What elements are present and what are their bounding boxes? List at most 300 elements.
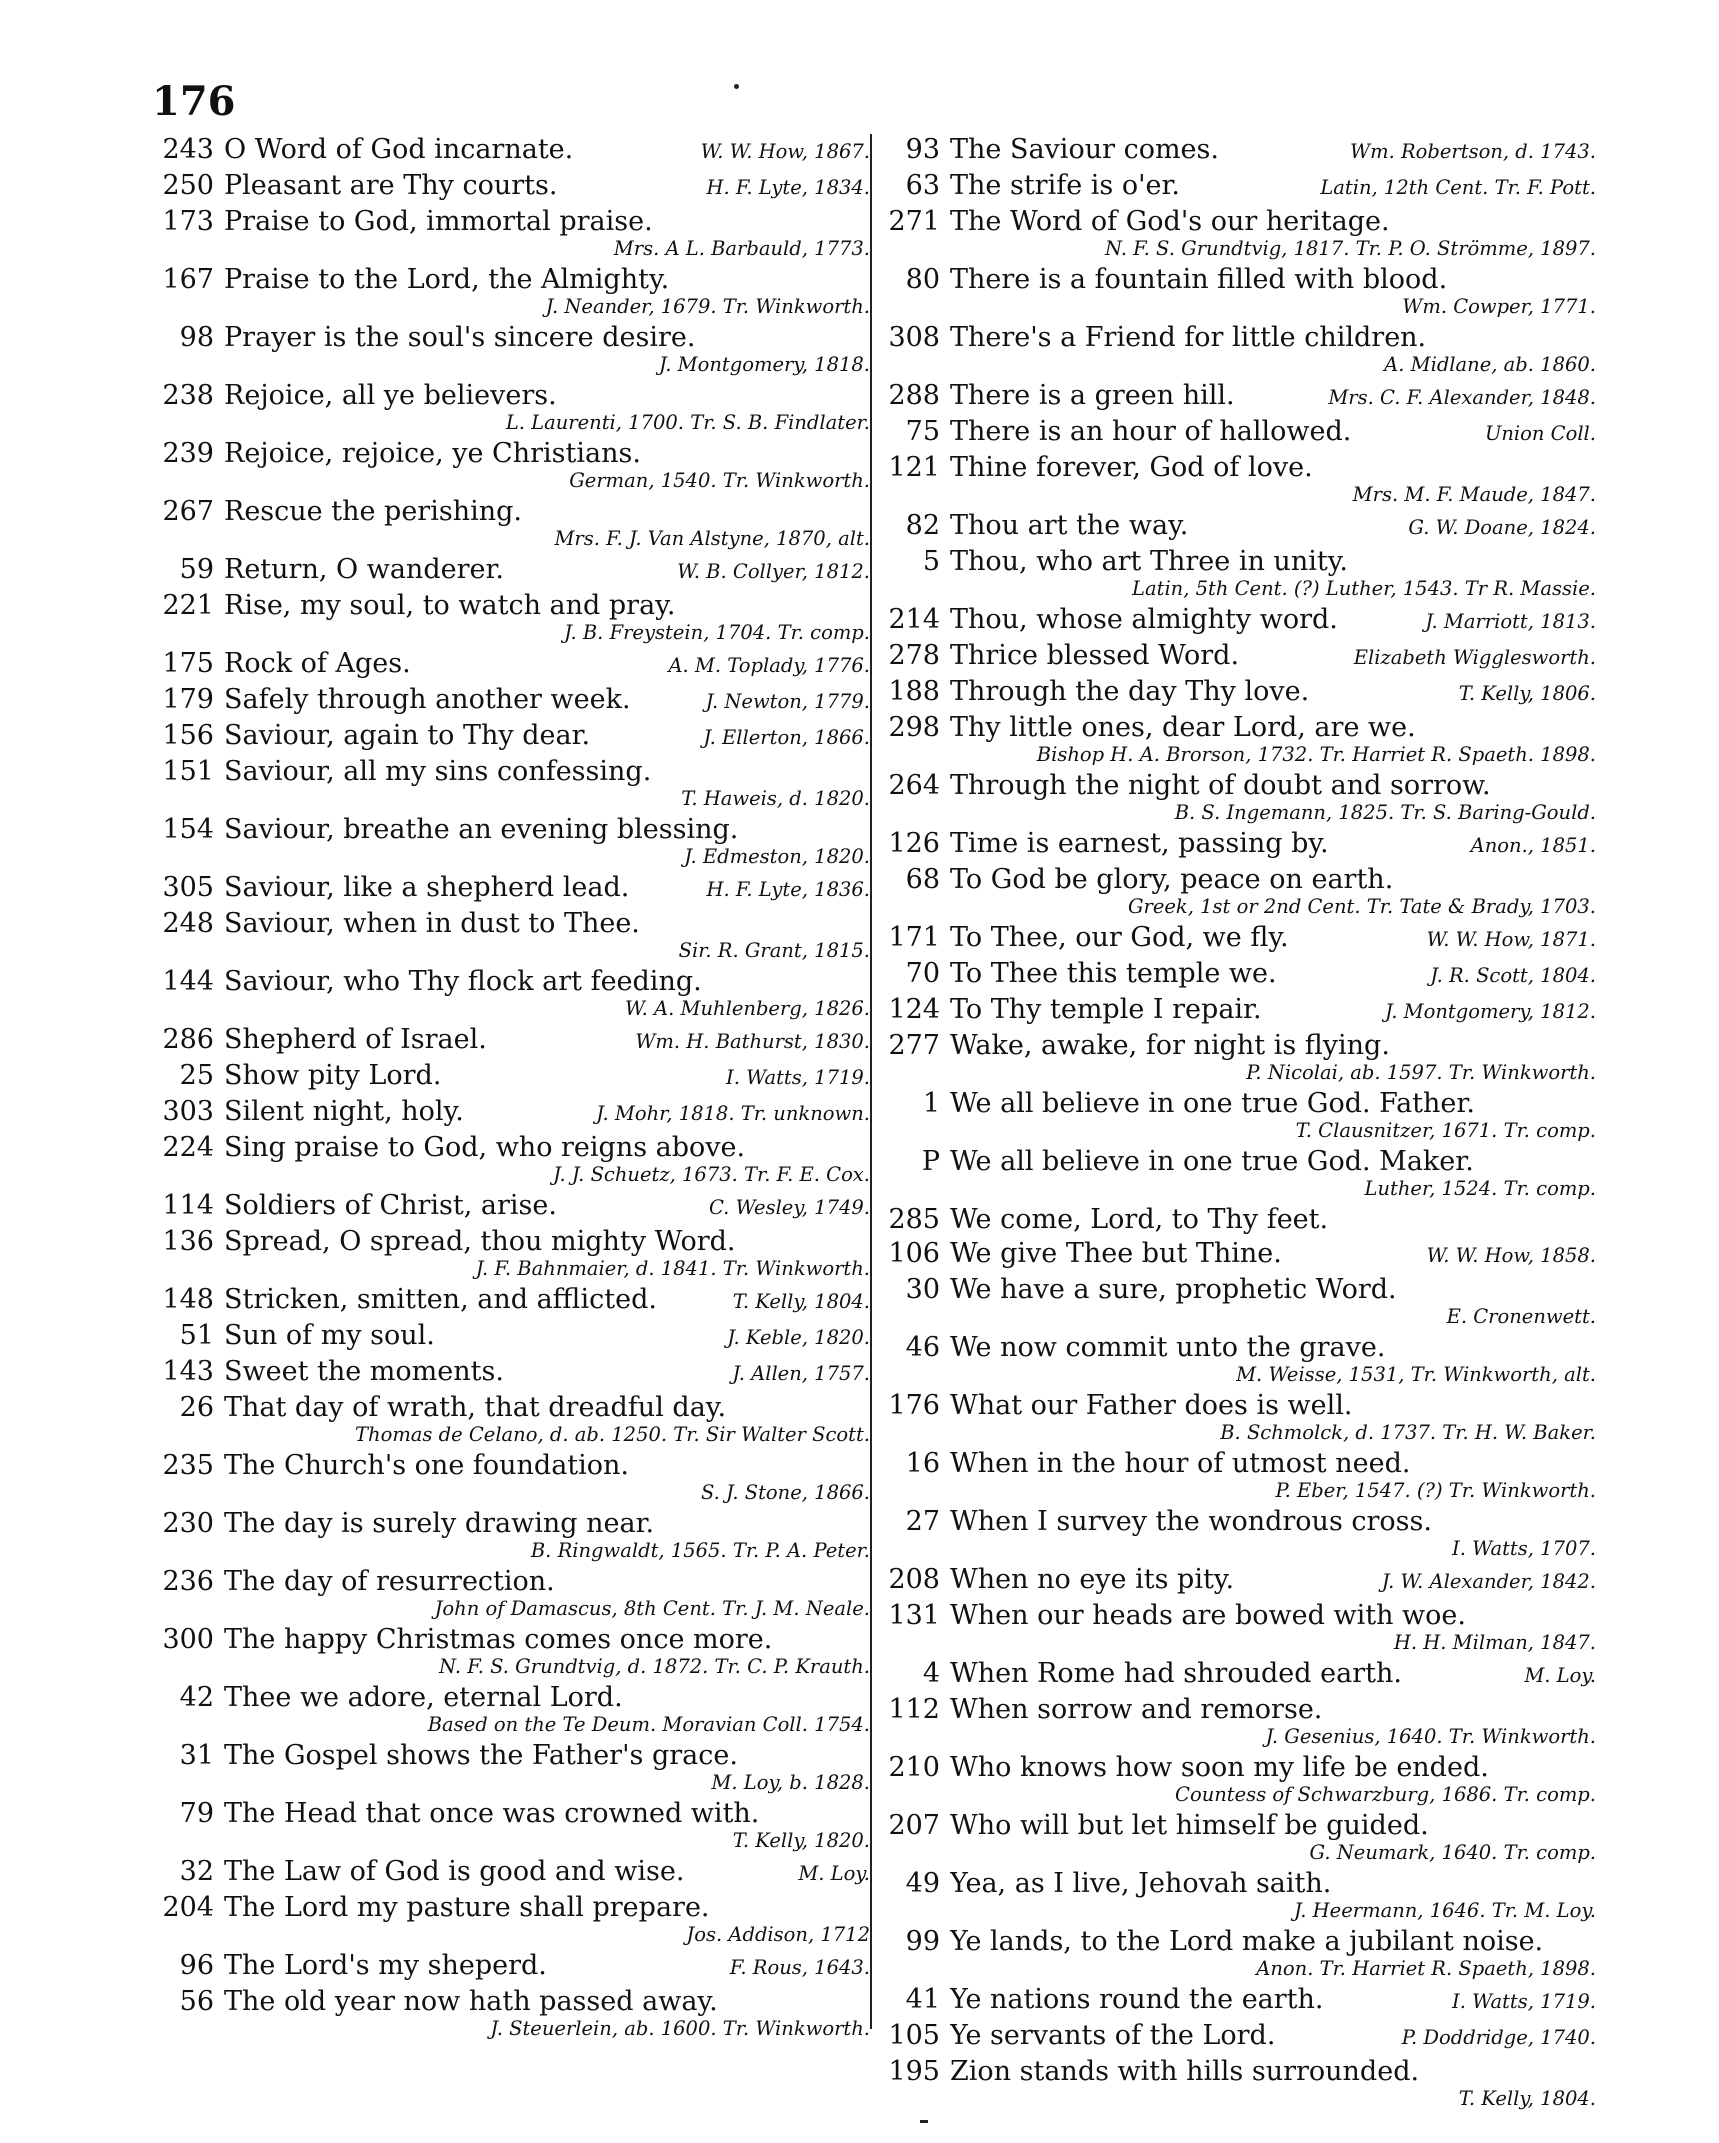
hymn-number: 204	[162, 1892, 214, 1923]
hymn-line	[876, 1810, 1596, 1841]
hymn-number: 236	[162, 1566, 214, 1597]
hymn-first-line: When sorrow and remorse.	[950, 1694, 1323, 1725]
hymn-entry	[876, 1030, 1596, 1088]
hymn-entry	[150, 1392, 870, 1450]
hymn-first-line: Rejoice, rejoice, ye Christians.	[224, 438, 641, 469]
hymn-number: 26	[179, 1392, 214, 1423]
hymn-line	[150, 1190, 870, 1223]
hymn-author: Latin, 12th Cent. Tr. F. Pott.	[1320, 176, 1596, 199]
hymn-entry	[876, 1274, 1596, 1332]
hymn-author: M. Weisse, 1531, Tr. Winkworth, alt.	[1236, 1363, 1596, 1386]
hymn-number: 195	[888, 2056, 940, 2087]
hymn-number: P	[921, 1146, 940, 1177]
hymn-entry	[150, 1856, 870, 1892]
hymn-entry	[150, 814, 870, 872]
hymn-author: Anon. Tr. Harriet R. Spaeth, 1898.	[1256, 1957, 1596, 1980]
hymn-entry	[876, 322, 1596, 380]
hymn-line	[876, 416, 1596, 449]
hymn-first-line: There is a fountain filled with blood.	[950, 264, 1448, 295]
hymn-first-line: Saviour, all my sins confessing.	[224, 756, 652, 787]
hymn-line	[876, 1506, 1596, 1537]
hymn-first-line: Ye nations round the earth.	[950, 1984, 1324, 2015]
hymn-author: Anon., 1851.	[1470, 834, 1596, 857]
hymn-entry	[150, 264, 870, 322]
hymn-entry	[876, 380, 1596, 416]
hymn-number: 131	[888, 1600, 940, 1631]
hymn-number: 96	[179, 1950, 214, 1981]
hymn-first-line: Through the day Thy love.	[950, 676, 1310, 707]
hymn-author: J. Neander, 1679. Tr. Winkworth.	[545, 295, 870, 318]
hymn-first-line: Spread, O spread, thou mighty Word.	[224, 1226, 736, 1257]
hymn-author: J. J. Schuetz, 1673. Tr. F. E. Cox.	[553, 1163, 870, 1186]
hymn-entry	[876, 828, 1596, 864]
hymn-first-line: Thee we adore, eternal Lord.	[224, 1682, 623, 1713]
hymn-line	[876, 452, 1596, 483]
hymn-first-line: That day of wrath, that dreadful day.	[224, 1392, 727, 1423]
hymn-line	[150, 872, 870, 905]
hymn-line	[150, 1132, 870, 1163]
hymn-author: P. Nicolai, ab. 1597. Tr. Winkworth.	[1246, 1061, 1596, 1084]
hymn-first-line: Stricken, smitten, and afflicted.	[224, 1284, 657, 1315]
hymn-number: 235	[162, 1450, 214, 1481]
hymn-author: G. W. Doane, 1824.	[1408, 516, 1596, 539]
hymn-entry	[150, 322, 870, 380]
hymn-author: J. Edmeston, 1820.	[684, 845, 870, 868]
hymn-line	[876, 264, 1596, 295]
hymn-author: L. Laurenti, 1700. Tr. S. B. Findlater.	[505, 411, 870, 434]
hymn-author: B. S. Ingemann, 1825. Tr. S. Baring-Gould.	[1174, 801, 1596, 824]
hymn-number: 148	[162, 1284, 214, 1315]
hymn-first-line: Zion stands with hills surrounded.	[950, 2056, 1420, 2087]
hymn-first-line: Thou, whose almighty word.	[950, 604, 1338, 635]
hymn-first-line: To Thee this temple we.	[950, 958, 1277, 989]
hymn-line	[150, 1950, 870, 1983]
hymn-first-line: Rock of Ages.	[224, 648, 411, 679]
hymn-line	[876, 1332, 1596, 1363]
hymn-line	[150, 1624, 870, 1655]
hymn-line	[876, 322, 1596, 353]
hymn-first-line: To God be glory, peace on earth.	[950, 864, 1394, 895]
hymn-first-line: When our heads are bowed with woe.	[950, 1600, 1466, 1631]
hymn-number: 31	[179, 1740, 214, 1771]
hymn-first-line: Ye servants of the Lord.	[950, 2020, 1276, 2051]
hymn-entry	[150, 908, 870, 966]
hymn-number: 278	[888, 640, 940, 671]
hymn-first-line: Soldiers of Christ, arise.	[224, 1190, 557, 1221]
left-index-column	[150, 134, 870, 2124]
hymn-author: B. Schmolck, d. 1737. Tr. H. W. Baker.	[1220, 1421, 1596, 1444]
hymn-line	[876, 1146, 1596, 1177]
hymn-number: 80	[905, 264, 940, 295]
hymn-first-line: We come, Lord, to Thy feet.	[950, 1204, 1329, 1235]
hymn-number: 136	[162, 1226, 214, 1257]
hymn-number: 264	[888, 770, 940, 801]
hymn-line	[876, 922, 1596, 955]
hymn-entry	[150, 1682, 870, 1740]
hymn-author: J. W. Alexander, 1842.	[1381, 1570, 1596, 1593]
hymn-number: 151	[162, 756, 214, 787]
hymn-entry	[150, 496, 870, 554]
hymn-first-line: The happy Christmas comes once more.	[224, 1624, 773, 1655]
hymn-first-line: When I survey the wondrous cross.	[950, 1506, 1432, 1537]
hymn-author: H. F. Lyte, 1834.	[706, 176, 870, 199]
hymn-number: 239	[162, 438, 214, 469]
hymn-entry	[876, 770, 1596, 828]
hymn-line	[876, 640, 1596, 673]
hymn-entry	[150, 206, 870, 264]
hymn-entry	[150, 1190, 870, 1226]
hymn-author: I. Watts, 1707.	[1452, 1537, 1596, 1560]
hymn-first-line: Thrice blessed Word.	[950, 640, 1240, 671]
hymn-author: A. M. Toplady, 1776.	[668, 654, 870, 677]
hymn-author: F. Rous, 1643.	[729, 1956, 870, 1979]
hymn-author: Wm. H. Bathurst, 1830.	[635, 1030, 870, 1053]
hymn-first-line: The Word of God's our heritage.	[950, 206, 1390, 237]
hymn-author: J. Montgomery, 1818.	[658, 353, 870, 376]
hymn-first-line: The Law of God is good and wise.	[224, 1856, 685, 1887]
hymn-number: 25	[179, 1060, 214, 1091]
hymn-first-line: Saviour, like a shepherd lead.	[224, 872, 630, 903]
hymn-first-line: Saviour, who Thy flock art feeding.	[224, 966, 702, 997]
hymn-entry	[876, 1694, 1596, 1752]
hymn-entry	[150, 170, 870, 206]
hymn-number: 143	[162, 1356, 214, 1387]
hymn-line	[876, 380, 1596, 413]
hymn-author: Latin, 5th Cent. (?) Luther, 1543. Tr R. Massie.	[1132, 577, 1596, 600]
hymn-line	[150, 1392, 870, 1423]
hymn-number: 171	[888, 922, 940, 953]
hymn-entry	[150, 590, 870, 648]
hymn-first-line: The day is surely drawing near.	[224, 1508, 655, 1539]
hymn-number: 93	[905, 134, 940, 165]
hymn-line	[150, 1740, 870, 1771]
hymn-first-line: To Thy temple I repair.	[950, 994, 1262, 1025]
hymn-line	[150, 1024, 870, 1057]
hymn-entry	[150, 134, 870, 170]
hymn-author: T. Clausnitzer, 1671. Tr. comp.	[1295, 1119, 1596, 1142]
hymn-number: 173	[162, 206, 214, 237]
hymn-entry	[150, 720, 870, 756]
hymn-number: 121	[888, 452, 940, 483]
hymn-line	[876, 1030, 1596, 1061]
hymn-number: 56	[179, 1986, 214, 2017]
hymn-entry	[876, 1506, 1596, 1564]
hymn-line	[150, 322, 870, 353]
hymn-author: Elizabeth Wigglesworth.	[1353, 646, 1596, 669]
hymn-number: 126	[888, 828, 940, 859]
hymn-line	[150, 1986, 870, 2017]
hymn-author: W. W. How, 1867.	[700, 140, 870, 163]
hymn-first-line: Sun of my soul.	[224, 1320, 435, 1351]
hymn-number: 41	[905, 1984, 940, 2015]
hymn-entry	[876, 1390, 1596, 1448]
hymn-author: P. Eber, 1547. (?) Tr. Winkworth.	[1275, 1479, 1596, 1502]
hymn-number: 286	[162, 1024, 214, 1055]
hymn-entry	[876, 1088, 1596, 1146]
hymn-entry	[150, 1024, 870, 1060]
hymn-first-line: Through the night of doubt and sorrow.	[950, 770, 1491, 801]
hymn-number: 224	[162, 1132, 214, 1163]
hymn-author: I. Watts, 1719.	[726, 1066, 870, 1089]
hymn-line	[150, 1856, 870, 1889]
hymn-first-line: Thou, who art Three in unity.	[950, 546, 1348, 577]
hymn-line	[876, 604, 1596, 637]
hymn-number: 46	[905, 1332, 940, 1363]
hymn-author: M. Loy.	[798, 1862, 870, 1885]
hymn-author: Luther, 1524. Tr. comp.	[1364, 1177, 1596, 1200]
hymn-first-line: The Lord's my sheperd.	[224, 1950, 547, 1981]
hymn-number: 207	[888, 1810, 940, 1841]
hymn-number: 16	[905, 1448, 940, 1479]
hymn-author: J. R. Scott, 1804.	[1430, 964, 1596, 987]
hymn-author: Mrs. F. J. Van Alstyne, 1870, alt.	[554, 527, 870, 550]
hymn-number: 49	[905, 1868, 940, 1899]
hymn-number: 248	[162, 908, 214, 939]
hymn-author: Mrs. A L. Barbauld, 1773.	[613, 237, 870, 260]
hymn-first-line: O Word of God incarnate.	[224, 134, 574, 165]
hymn-number: 75	[905, 416, 940, 447]
hymn-first-line: Saviour, again to Thy dear.	[224, 720, 591, 751]
hymn-first-line: The Church's one foundation.	[224, 1450, 629, 1481]
column-divider	[870, 134, 872, 2029]
hymn-number: 1	[922, 1088, 940, 1119]
hymn-author: Based on the Te Deum. Moravian Coll. 1754.	[427, 1713, 870, 1736]
hymn-entry	[150, 1450, 870, 1508]
right-index-column	[876, 134, 1596, 2124]
hymn-line	[876, 1448, 1596, 1479]
hymn-line	[876, 712, 1596, 743]
hymn-number: 308	[888, 322, 940, 353]
hymn-entry	[876, 2056, 1596, 2114]
hymn-entry	[876, 1564, 1596, 1600]
hymn-first-line: Yea, as I live, Jehovah saith.	[950, 1868, 1332, 1899]
hymn-author: Sir. R. Grant, 1815.	[678, 939, 870, 962]
hymn-line	[876, 676, 1596, 709]
hymn-number: 243	[162, 134, 214, 165]
hymn-entry	[150, 1096, 870, 1132]
hymn-entry	[876, 864, 1596, 922]
hymn-first-line: To Thee, our God, we fly.	[950, 922, 1289, 953]
hymn-number: 63	[905, 170, 940, 201]
hymn-first-line: Who will but let himself be guided.	[950, 1810, 1429, 1841]
hymn-entry	[150, 1798, 870, 1856]
hymn-line	[150, 1508, 870, 1539]
hymn-number: 305	[162, 872, 214, 903]
hymn-first-line: We have a sure, prophetic Word.	[950, 1274, 1397, 1305]
hymn-first-line: The Head that once was crowned with.	[224, 1798, 760, 1829]
hymn-line	[150, 264, 870, 295]
hymn-entry	[876, 1600, 1596, 1658]
hymn-author: T. Kelly, 1804.	[1458, 2087, 1596, 2110]
hymn-author: Union Coll.	[1484, 422, 1596, 445]
hymn-number: 179	[162, 684, 214, 715]
hymn-entry	[150, 1508, 870, 1566]
hymn-entry	[150, 966, 870, 1024]
hymn-first-line: There's a Friend for little children.	[950, 322, 1427, 353]
hymn-author: W. B. Collyer, 1812.	[677, 560, 870, 583]
hymn-author: W. A. Muhlenberg, 1826.	[625, 997, 870, 1020]
hymn-first-line: The Gospel shows the Father's grace.	[224, 1740, 738, 1771]
hymn-number: 210	[888, 1752, 940, 1783]
hymn-entry	[876, 1146, 1596, 1204]
hymn-entry	[150, 1986, 870, 2044]
hymn-line	[876, 994, 1596, 1027]
hymn-author: N. F. S. Grundtvig, d. 1872. Tr. C. P. Krauth.	[439, 1655, 870, 1678]
hymn-line	[150, 756, 870, 787]
hymn-entry	[876, 958, 1596, 994]
hymn-first-line: The strife is o'er.	[950, 170, 1181, 201]
hymn-author: S. J. Stone, 1866.	[700, 1481, 870, 1504]
hymn-entry	[876, 640, 1596, 676]
hymn-first-line: What our Father does is well.	[950, 1390, 1353, 1421]
hymn-author: I. Watts, 1719.	[1452, 1990, 1596, 2013]
hymn-first-line: Time is earnest, passing by.	[950, 828, 1329, 859]
hymn-entry	[876, 1984, 1596, 2020]
hymn-first-line: Return, O wanderer.	[224, 554, 504, 585]
hymn-first-line: Praise to the Lord, the Almighty.	[224, 264, 670, 295]
hymn-number: 277	[888, 1030, 940, 1061]
hymn-entry	[876, 170, 1596, 206]
hymn-entry	[150, 1950, 870, 1986]
hymn-first-line: Ye lands, to the Lord make a jubilant noise.	[950, 1926, 1544, 1957]
hymn-author: J. Keble, 1820.	[727, 1326, 870, 1349]
hymn-number: 42	[179, 1682, 214, 1713]
hymn-author: W. W. How, 1871.	[1426, 928, 1596, 951]
hymn-line	[150, 554, 870, 587]
hymn-line	[150, 1798, 870, 1829]
hymn-line	[876, 770, 1596, 801]
hymn-entry	[876, 1868, 1596, 1926]
hymn-author: E. Cronenwett.	[1446, 1305, 1596, 1328]
hymn-line	[150, 590, 870, 621]
hymn-number: 154	[162, 814, 214, 845]
hymn-first-line: We now commit unto the grave.	[950, 1332, 1386, 1363]
hymn-line	[876, 1088, 1596, 1119]
hymn-author: H. F. Lyte, 1836.	[706, 878, 870, 901]
hymn-line	[150, 814, 870, 845]
hymn-line	[150, 1682, 870, 1713]
hymn-author: Wm. Robertson, d. 1743.	[1350, 140, 1596, 163]
hymn-first-line: Wake, awake, for night is flying.	[950, 1030, 1390, 1061]
hymn-entry	[150, 1060, 870, 1096]
hymn-entry	[876, 546, 1596, 604]
hymn-entry	[876, 1448, 1596, 1506]
hymn-first-line: The Saviour comes.	[950, 134, 1219, 165]
hymn-author: H. H. Milman, 1847.	[1393, 1631, 1596, 1654]
hymn-entry	[876, 264, 1596, 322]
hymn-line	[150, 496, 870, 527]
hymn-line	[150, 206, 870, 237]
hymn-number: 303	[162, 1096, 214, 1127]
hymn-entry	[150, 684, 870, 720]
hymn-line	[876, 1238, 1596, 1271]
hymn-number: 188	[888, 676, 940, 707]
hymn-entry	[150, 1356, 870, 1392]
hymn-line	[876, 134, 1596, 167]
hymn-first-line: We give Thee but Thine.	[950, 1238, 1282, 1269]
hymn-line	[150, 1356, 870, 1389]
hymn-author: T. Kelly, 1820.	[732, 1829, 870, 1852]
hymn-line	[150, 170, 870, 203]
hymn-number: 51	[179, 1320, 214, 1351]
hymn-first-line: There is an hour of hallowed.	[950, 416, 1352, 447]
hymn-first-line: Safely through another week.	[224, 684, 631, 715]
hymn-first-line: The Lord my pasture shall prepare.	[224, 1892, 710, 1923]
hymn-number: 144	[162, 966, 214, 997]
hymn-author: G. Neumark, 1640. Tr. comp.	[1309, 1841, 1596, 1864]
hymn-entry	[150, 438, 870, 496]
hymn-number: 300	[162, 1624, 214, 1655]
hymn-first-line: Rise, my soul, to watch and pray.	[224, 590, 676, 621]
hymn-author: C. Wesley, 1749.	[708, 1196, 870, 1219]
hymn-entry	[150, 1566, 870, 1624]
hymn-author: W. W. How, 1858.	[1426, 1244, 1596, 1267]
hymn-line	[876, 170, 1596, 203]
hymn-number: 208	[888, 1564, 940, 1595]
hymn-entry	[876, 712, 1596, 770]
hymn-entry	[150, 756, 870, 814]
hymn-first-line: We all believe in one true God. Father.	[950, 1088, 1475, 1119]
hymn-author: Mrs. M. F. Maude, 1847.	[1352, 483, 1596, 506]
hymn-line	[876, 1984, 1596, 2017]
hymn-author: Jos. Addison, 1712	[686, 1923, 870, 1946]
hymn-first-line: Show pity Lord.	[224, 1060, 442, 1091]
hymn-line	[876, 1926, 1596, 1957]
hymn-first-line: Thine forever, God of love.	[950, 452, 1313, 483]
hymn-number: 68	[905, 864, 940, 895]
hymn-entry	[876, 1332, 1596, 1390]
hymn-entry	[150, 648, 870, 684]
hymn-number: 30	[905, 1274, 940, 1305]
hymn-entry	[150, 380, 870, 438]
hymn-line	[150, 1060, 870, 1093]
hymn-first-line: Prayer is the soul's sincere desire.	[224, 322, 696, 353]
hymn-number: 32	[179, 1856, 214, 1887]
page-number: 176	[152, 78, 236, 125]
hymn-first-line: Thy little ones, dear Lord, are we.	[950, 712, 1416, 743]
hymn-author: B. Ringwaldt, 1565. Tr. P. A. Peter.	[530, 1539, 870, 1562]
hymn-author: J. F. Bahnmaier, d. 1841. Tr. Winkworth.	[475, 1257, 870, 1280]
hymn-number: 112	[888, 1694, 940, 1725]
hymn-first-line: There is a green hill.	[950, 380, 1235, 411]
hymn-number: 79	[179, 1798, 214, 1829]
hymn-author: T. Haweis, d. 1820.	[681, 787, 870, 810]
hymn-first-line: We all believe in one true God. Maker.	[950, 1146, 1474, 1177]
hymn-author: P. Doddridge, 1740.	[1401, 2026, 1596, 2049]
hymn-entry	[876, 1752, 1596, 1810]
hymn-first-line: Thou art the way.	[950, 510, 1189, 541]
hymn-first-line: Silent night, holy.	[224, 1096, 464, 1127]
hymn-line	[876, 1564, 1596, 1597]
hymn-first-line: The old year now hath passed away.	[224, 1986, 718, 2017]
hymn-author: Countess of Schwarzburg, 1686. Tr. comp.	[1175, 1783, 1596, 1806]
hymn-line	[150, 1892, 870, 1923]
hymn-author: N. F. S. Grundtvig, 1817. Tr. P. O. Strömme, 1897.	[1104, 237, 1596, 260]
hymn-line	[150, 1226, 870, 1257]
hymn-entry	[876, 1238, 1596, 1274]
hymn-first-line: Sweet the moments.	[224, 1356, 504, 1387]
hymn-author: J. Marriott, 1813.	[1425, 610, 1596, 633]
hymn-number: 114	[162, 1190, 214, 1221]
hymn-number: 70	[905, 958, 940, 989]
hymn-number: 214	[888, 604, 940, 635]
hymn-first-line: The day of resurrection.	[224, 1566, 555, 1597]
hymn-line	[876, 1694, 1596, 1725]
hymn-author: J. Mohr, 1818. Tr. unknown.	[596, 1102, 870, 1125]
hymn-first-line: Pleasant are Thy courts.	[224, 170, 558, 201]
hymn-entry	[150, 1132, 870, 1190]
hymn-line	[150, 1320, 870, 1353]
